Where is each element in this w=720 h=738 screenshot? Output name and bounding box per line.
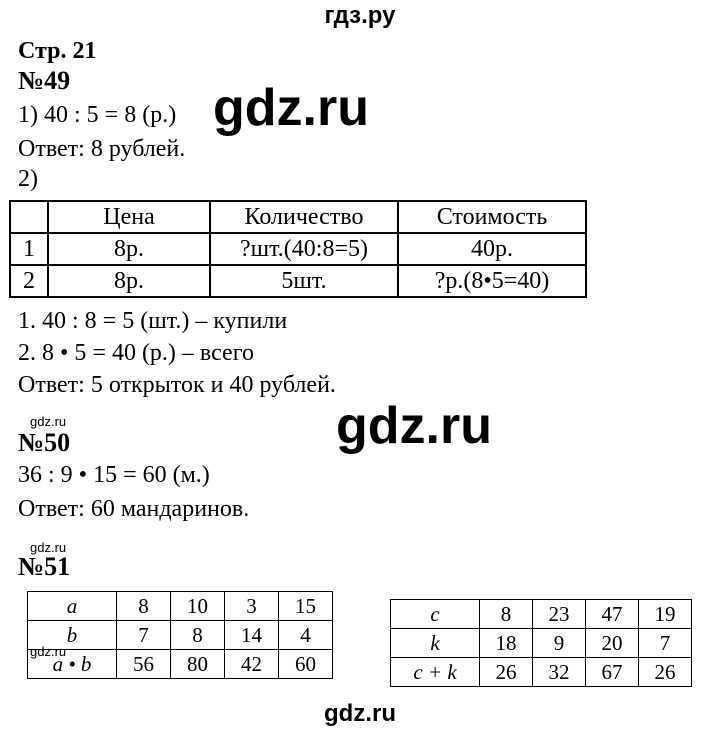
table-cell: 26 xyxy=(480,658,533,687)
table-cell: 1 xyxy=(10,233,48,265)
table-cell: 8 xyxy=(171,621,225,650)
table-cell: 8р. xyxy=(48,233,210,265)
ex49-line1: 1) 40 : 5 = 8 (р.) xyxy=(18,102,177,128)
table-cell: ?р.(8•5=40) xyxy=(398,265,586,297)
table-cell: 19 xyxy=(639,600,692,629)
table-row xyxy=(10,201,586,233)
table-cell: 7 xyxy=(639,629,692,658)
table-cell: 80 xyxy=(171,650,225,679)
ex49-answer1: Ответ: 8 рублей. xyxy=(18,136,186,162)
table-cell: a • b xyxy=(28,650,117,679)
site-header: гдз.ру xyxy=(324,2,396,29)
table-row xyxy=(391,658,692,687)
table-cell: 8р. xyxy=(48,265,210,297)
watermark-small: gdz.ru xyxy=(30,540,67,555)
site-footer: gdz.ru xyxy=(324,700,396,727)
table-cell: 2 xyxy=(10,265,48,297)
table-cell: 67 xyxy=(586,658,639,687)
table-cell: b xyxy=(28,621,117,650)
table-cell: 42 xyxy=(225,650,279,679)
price-table xyxy=(9,200,587,298)
ex50-answer: Ответ: 60 мандаринов. xyxy=(18,496,250,522)
table-cell: c xyxy=(391,600,480,629)
table-cell: 15 xyxy=(279,592,333,621)
table-cell: 7 xyxy=(117,621,171,650)
table-cell: 32 xyxy=(533,658,586,687)
table-cell: 56 xyxy=(117,650,171,679)
ex49-step1: 1. 40 : 8 = 5 (шт.) – купили xyxy=(18,308,288,334)
table-cell: 10 xyxy=(171,592,225,621)
ex49-answer2: Ответ: 5 открыток и 40 рублей. xyxy=(18,372,336,398)
table-row xyxy=(10,265,586,297)
table-cell: ?шт.(40:8=5) xyxy=(210,233,398,265)
table-header-price: Цена xyxy=(48,201,210,233)
table-row xyxy=(28,592,333,621)
table-cell: k xyxy=(391,629,480,658)
table-cell: 47 xyxy=(586,600,639,629)
table-cell: a xyxy=(28,592,117,621)
watermark-big: gdz.ru xyxy=(336,397,492,455)
exercise-50-title: №50 xyxy=(18,428,71,457)
table-cell: 14 xyxy=(225,621,279,650)
table-cell: 60 xyxy=(279,650,333,679)
table-header-quantity: Количество xyxy=(210,201,398,233)
ab-table xyxy=(27,591,333,679)
table-row xyxy=(28,650,333,679)
table-cell: 5шт. xyxy=(210,265,398,297)
ck-table xyxy=(390,599,692,687)
table-row xyxy=(391,629,692,658)
table-cell: 23 xyxy=(533,600,586,629)
table-cell: 8 xyxy=(480,600,533,629)
table-row xyxy=(10,233,586,265)
table-cell: 18 xyxy=(480,629,533,658)
watermark-small: gdz.ru xyxy=(30,644,67,659)
table-cell: c + k xyxy=(391,658,480,687)
ex50-line1: 36 : 9 • 15 = 60 (м.) xyxy=(18,462,210,488)
table-cell: 3 xyxy=(225,592,279,621)
ex49-step2: 2. 8 • 5 = 40 (р.) – всего xyxy=(18,340,254,366)
table-cell: 8 xyxy=(117,592,171,621)
ex49-part2: 2) xyxy=(18,166,38,192)
watermark-small: gdz.ru xyxy=(30,414,67,429)
table-row xyxy=(28,621,333,650)
table-header-cost: Стоимость xyxy=(398,201,586,233)
table-cell: 4 xyxy=(279,621,333,650)
table-row xyxy=(391,600,692,629)
table-cell: 9 xyxy=(533,629,586,658)
exercise-49-title: №49 xyxy=(18,66,71,95)
watermark-big: gdz.ru xyxy=(213,79,369,137)
table-cell: 40р. xyxy=(398,233,586,265)
exercise-51-title: №51 xyxy=(18,552,71,581)
table-cell: 26 xyxy=(639,658,692,687)
page-number: Стр. 21 xyxy=(18,38,97,64)
table-cell xyxy=(10,201,48,233)
table-cell: 20 xyxy=(586,629,639,658)
